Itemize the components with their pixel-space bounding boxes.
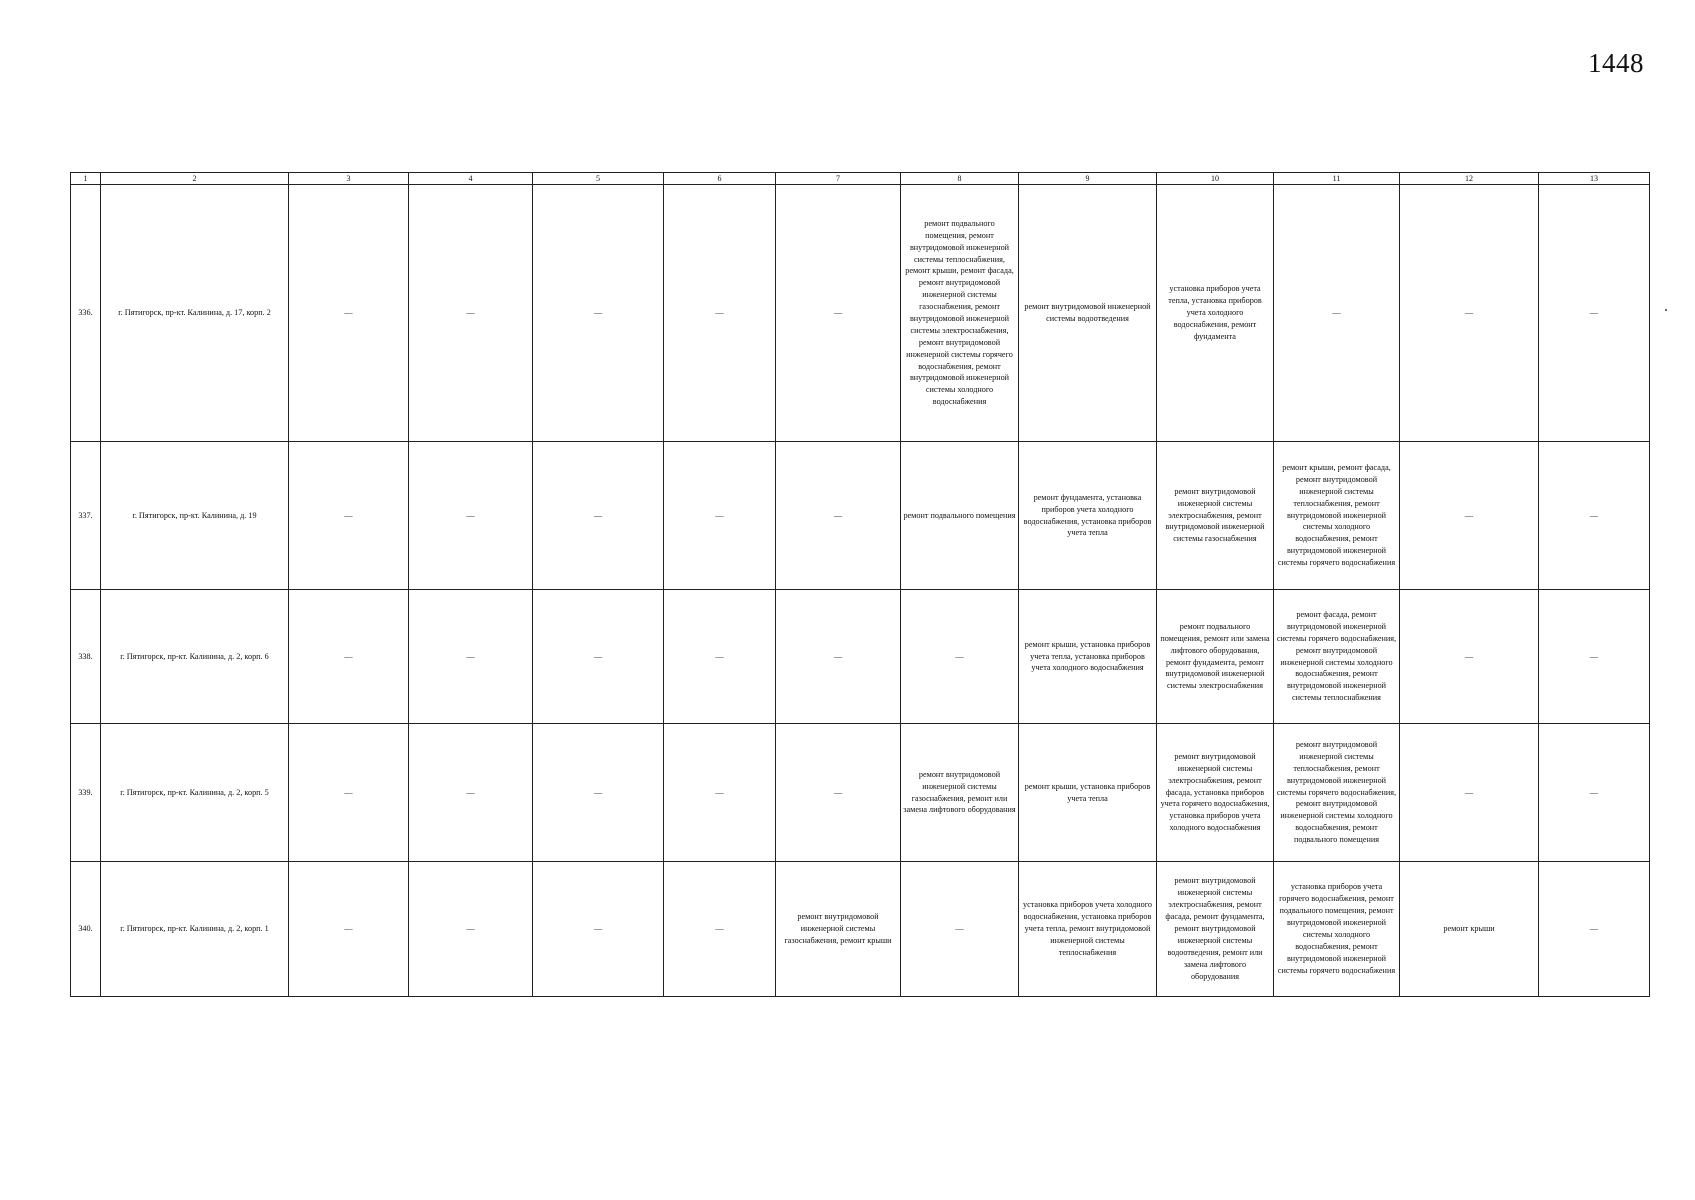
table-cell: — (409, 862, 533, 997)
col-header: 8 (901, 173, 1019, 185)
table-cell: — (776, 590, 901, 724)
table-cell: ремонт фундамента, установка приборов учета холодного водоснабжения, установка приборов учета тепла (1019, 442, 1157, 590)
table-cell: установка приборов учета горячего водоснабжения, ремонт подвального помещения, ремонт внутридомовой инженерной системы холодного водоснабжения, ремонт внутридомовой инженерной системы горячего водоснабжения (1274, 862, 1400, 997)
col-header: 12 (1400, 173, 1539, 185)
address-cell: г. Пятигорск, пр-кт. Калинина, д. 2, корп. 5 (101, 724, 289, 862)
table-row (71, 442, 1650, 590)
table-cell: ремонт крыши (1400, 862, 1539, 997)
table-row (71, 185, 1650, 442)
table-cell: — (664, 862, 776, 997)
table-row (71, 862, 1650, 997)
address-cell: г. Пятигорск, пр-кт. Калинина, д. 2, корп. 6 (101, 590, 289, 724)
table-cell: — (664, 442, 776, 590)
table-cell: — (1400, 442, 1539, 590)
table-cell: — (533, 724, 664, 862)
table-cell: ремонт внутридомовой инженерной системы электроснабжения, ремонт внутридомовой инженерной системы газоснабжения (1157, 442, 1274, 590)
table-cell: ремонт подвального помещения (901, 442, 1019, 590)
address-cell: г. Пятигорск, пр-кт. Калинина, д. 19 (101, 442, 289, 590)
table-cell: — (1400, 724, 1539, 862)
table-cell: ремонт крыши, установка приборов учета тепла (1019, 724, 1157, 862)
header-row (71, 173, 1650, 185)
table-cell: установка приборов учета тепла, установка приборов учета холодного водоснабжения, ремонт фундамента (1157, 185, 1274, 442)
col-header: 11 (1274, 173, 1400, 185)
col-header: 7 (776, 173, 901, 185)
table-cell: — (901, 862, 1019, 997)
col-header: 13 (1539, 173, 1650, 185)
table-cell: — (664, 590, 776, 724)
row-number: 339. (71, 724, 101, 862)
table-cell: ремонт внутридомовой инженерной системы водоотведения (1019, 185, 1157, 442)
table-cell: — (1539, 590, 1650, 724)
table-cell: — (776, 442, 901, 590)
table-cell: — (776, 185, 901, 442)
table-row (71, 724, 1650, 862)
col-header: 1 (71, 173, 101, 185)
table-cell: — (1400, 590, 1539, 724)
col-header: 3 (289, 173, 409, 185)
table-cell: — (1539, 185, 1650, 442)
row-number: 340. (71, 862, 101, 997)
table-cell: — (289, 442, 409, 590)
col-header: 4 (409, 173, 533, 185)
table-cell: — (289, 590, 409, 724)
scan-mark (1665, 309, 1667, 311)
table-cell: — (409, 590, 533, 724)
table-cell: — (1539, 724, 1650, 862)
table-cell: — (1539, 862, 1650, 997)
table-cell: ремонт крыши, ремонт фасада, ремонт внутридомовой инженерной системы теплоснабжения, ремонт внутридомовой инженерной системы холодного водоснабжения, ремонт внутридомовой инженерной системы горячего водоснабжения (1274, 442, 1400, 590)
col-header: 10 (1157, 173, 1274, 185)
row-number: 336. (71, 185, 101, 442)
table-cell: — (409, 185, 533, 442)
col-header: 2 (101, 173, 289, 185)
table-cell: — (776, 724, 901, 862)
table-cell: — (533, 442, 664, 590)
table-cell: ремонт внутридомовой инженерной системы электроснабжения, ремонт фасада, ремонт фундамента, ремонт внутридомовой инженерной системы водоотведения, ремонт или замена лифтового оборудования (1157, 862, 1274, 997)
table-cell: — (409, 724, 533, 862)
table-cell: ремонт крыши, установка приборов учета тепла, установка приборов учета холодного водоснабжения (1019, 590, 1157, 724)
table-cell: ремонт внутридомовой инженерной системы теплоснабжения, ремонт внутридомовой инженерной системы горячего водоснабжения, ремонт внутридомовой инженерной системы холодного водоснабжения, ремонт подвального помещения (1274, 724, 1400, 862)
row-number: 337. (71, 442, 101, 590)
table-cell: — (1274, 185, 1400, 442)
table-cell: — (533, 185, 664, 442)
table-cell: ремонт подвального помещения, ремонт внутридомовой инженерной системы теплоснабжения, ремонт крыши, ремонт фасада, ремонт внутридомовой инженерной системы газоснабжения, ремонт внутридомовой инженерной системы электроснабжения, ремонт внутридомовой инженерной системы горячего водоснабжения, ремонт внутридомовой инженерной системы холодного водоснабжения (901, 185, 1019, 442)
table-cell: установка приборов учета холодного водоснабжения, установка приборов учета тепла, ремонт внутридомовой инженерной системы теплоснабжения (1019, 862, 1157, 997)
page-number: 1448 (1588, 48, 1644, 78)
address-cell: г. Пятигорск, пр-кт. Калинина, д. 17, корп. 2 (101, 185, 289, 442)
table-cell: — (664, 724, 776, 862)
table-cell: — (289, 862, 409, 997)
table-cell: — (533, 862, 664, 997)
address-cell: г. Пятигорск, пр-кт. Калинина, д. 2, корп. 1 (101, 862, 289, 997)
table-cell: — (901, 590, 1019, 724)
col-header: 9 (1019, 173, 1157, 185)
repair-schedule-table (70, 172, 1650, 997)
col-header: 6 (664, 173, 776, 185)
table-cell: — (1400, 185, 1539, 442)
table-row (71, 590, 1650, 724)
table-cell: — (533, 590, 664, 724)
table-cell: — (409, 442, 533, 590)
col-header: 5 (533, 173, 664, 185)
table-cell: ремонт подвального помещения, ремонт или замена лифтового оборудования, ремонт фундамента, ремонт внутридомовой инженерной системы электроснабжения (1157, 590, 1274, 724)
table-cell: ремонт фасада, ремонт внутридомовой инженерной системы горячего водоснабжения, ремонт внутридомовой инженерной системы холодного водоснабжения, ремонт внутридомовой инженерной системы теплоснабжения (1274, 590, 1400, 724)
table-cell: — (1539, 442, 1650, 590)
table-cell: ремонт внутридомовой инженерной системы газоснабжения, ремонт крыши (776, 862, 901, 997)
row-number: 338. (71, 590, 101, 724)
table-cell: ремонт внутридомовой инженерной системы электроснабжения, ремонт фасада, установка приборов учета горячего водоснабжения, установка приборов учета холодного водоснабжения (1157, 724, 1274, 862)
table-cell: ремонт внутридомовой инженерной системы газоснабжения, ремонт или замена лифтового оборудования (901, 724, 1019, 862)
table-cell: — (289, 185, 409, 442)
table-cell: — (664, 185, 776, 442)
table-cell: — (289, 724, 409, 862)
